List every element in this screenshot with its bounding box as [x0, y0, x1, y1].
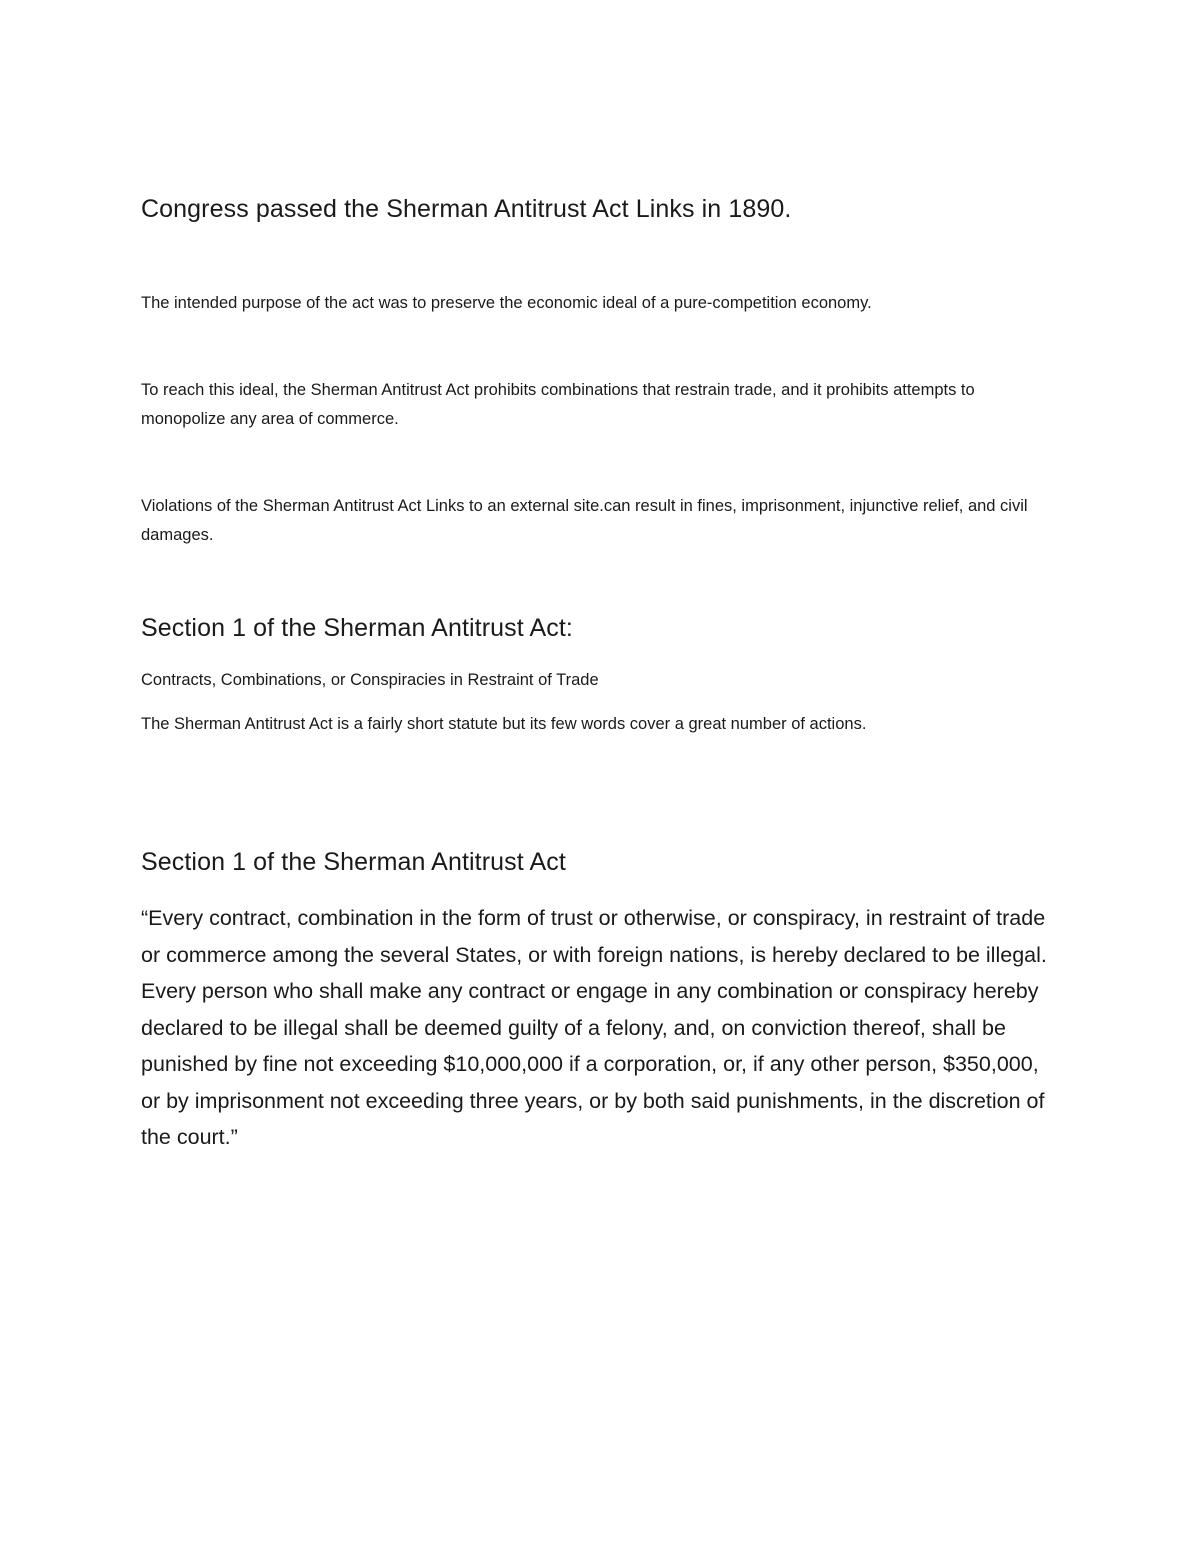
reach-paragraph: To reach this ideal, the Sherman Antitrust Act prohibits combinations that restrain trade, and it prohibits attempts to monopolize any area of commerce. [141, 381, 975, 428]
section1-heading-repeat: Section 1 of the Sherman Antitrust Act [141, 848, 566, 876]
section1-subtitle: Contracts, Combinations, or Conspiracies in Restraint of Trade [141, 671, 599, 689]
purpose-paragraph: The intended purpose of the act was to preserve the economic ideal of a pure-competition economy. [141, 294, 872, 312]
violations-paragraph: Violations of the Sherman Antitrust Act Links to an external site.can result in fines, imprisonment, injunctive relief, and civil damages. [141, 497, 1028, 544]
section1-description: The Sherman Antitrust Act is a fairly short statute but its few words cover a great number of actions. [141, 715, 867, 733]
section1-heading: Section 1 of the Sherman Antitrust Act: [141, 614, 573, 642]
section1-statute-quote: “Every contract, combination in the form of trust or otherwise, or conspiracy, in restraint of trade or commerce among the several States, or with foreign nations, is hereby declared to be illegal. Every person who shall make any contract or engage in any combination or conspiracy hereby declared to be illegal shall be deemed guilty of a felony, and, on conviction thereof, shall be punished by fine not exceeding $10,000,000 if a corporation, or, if any other person, $350,000, or by imprisonment not exceeding three years, or by both said punishments, in the discretion of the court.” [141, 906, 1047, 1149]
intro-heading: Congress passed the Sherman Antitrust Act Links in 1890. [141, 195, 792, 223]
